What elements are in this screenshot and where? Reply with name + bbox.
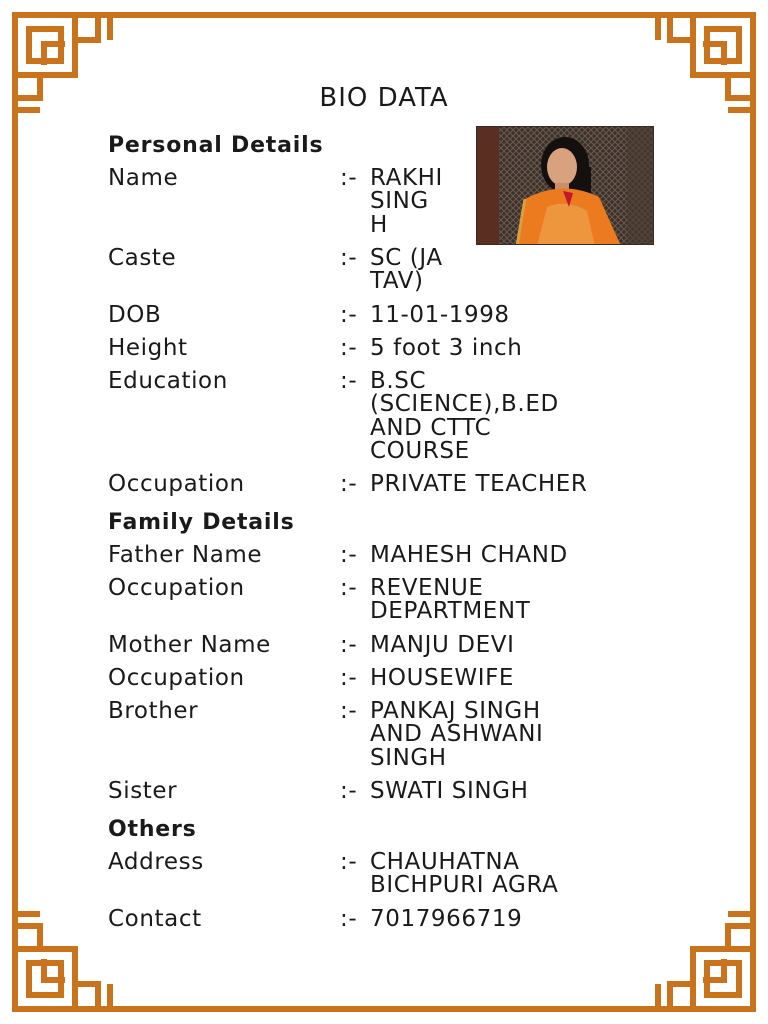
field-value-education: COURSE bbox=[370, 437, 470, 464]
section-family-details: Family Details bbox=[108, 510, 295, 535]
field-label-caste: Caste bbox=[108, 245, 177, 271]
field-value-brother: AND ASHWANI bbox=[370, 721, 544, 748]
field-label-dob: DOB bbox=[108, 302, 162, 328]
field-value-caste: TAV) bbox=[370, 268, 424, 295]
field-separator: :- bbox=[340, 849, 358, 875]
field-label-father-name: Father Name bbox=[108, 542, 263, 568]
field-value-father-name: MAHESH CHAND bbox=[370, 542, 568, 568]
field-value-occupation: PRIVATE TEACHER bbox=[370, 471, 588, 497]
field-value-contact: 7017966719 bbox=[370, 906, 523, 932]
field-separator: :- bbox=[340, 302, 358, 328]
field-separator: :- bbox=[340, 471, 358, 497]
field-separator: :- bbox=[340, 698, 358, 724]
field-value-occupation: REVENUE bbox=[370, 575, 484, 601]
field-value-education: (SCIENCE),B.ED bbox=[370, 391, 559, 418]
section-personal-details: Personal Details bbox=[108, 133, 324, 158]
field-separator: :- bbox=[340, 575, 358, 601]
field-label-sister: Sister bbox=[108, 778, 178, 804]
field-label-contact: Contact bbox=[108, 906, 202, 932]
field-separator: :- bbox=[340, 778, 358, 804]
field-value-sister: SWATI SINGH bbox=[370, 778, 529, 804]
field-label-name: Name bbox=[108, 165, 179, 191]
field-value-occupation: HOUSEWIFE bbox=[370, 665, 515, 691]
field-label-education: Education bbox=[108, 368, 228, 394]
field-value-height: 5 foot 3 inch bbox=[370, 335, 523, 361]
field-value-education: B.SC bbox=[370, 368, 427, 394]
page-title: BIO DATA bbox=[319, 83, 449, 113]
field-value-brother: PANKAJ SINGH bbox=[370, 698, 541, 724]
field-value-caste: SC (JA bbox=[370, 245, 443, 271]
field-value-mother-name: MANJU DEVI bbox=[370, 632, 515, 658]
field-value-dob: 11-01-1998 bbox=[370, 302, 510, 328]
field-value-name: RAKHI bbox=[370, 165, 443, 191]
field-separator: :- bbox=[340, 245, 358, 271]
field-value-name: SING bbox=[370, 188, 429, 215]
field-separator: :- bbox=[340, 165, 358, 191]
profile-photo bbox=[476, 126, 654, 245]
field-value-education: AND CTTC bbox=[370, 414, 492, 441]
section-others: Others bbox=[108, 817, 197, 842]
field-label-occupation: Occupation bbox=[108, 471, 245, 497]
field-separator: :- bbox=[340, 542, 358, 568]
field-label-address: Address bbox=[108, 849, 204, 875]
field-label-brother: Brother bbox=[108, 698, 199, 724]
field-value-address: CHAUHATNA bbox=[370, 849, 520, 875]
field-label-occupation: Occupation bbox=[108, 575, 245, 601]
field-separator: :- bbox=[340, 906, 358, 932]
field-value-address: BICHPURI AGRA bbox=[370, 872, 559, 899]
field-separator: :- bbox=[340, 368, 358, 394]
field-value-occupation: DEPARTMENT bbox=[370, 598, 531, 625]
field-separator: :- bbox=[340, 632, 358, 658]
field-label-occupation: Occupation bbox=[108, 665, 245, 691]
field-value-brother: SINGH bbox=[370, 744, 447, 771]
field-value-name: H bbox=[370, 211, 388, 238]
field-label-height: Height bbox=[108, 335, 188, 361]
field-separator: :- bbox=[340, 335, 358, 361]
field-separator: :- bbox=[340, 665, 358, 691]
field-label-mother-name: Mother Name bbox=[108, 632, 271, 658]
